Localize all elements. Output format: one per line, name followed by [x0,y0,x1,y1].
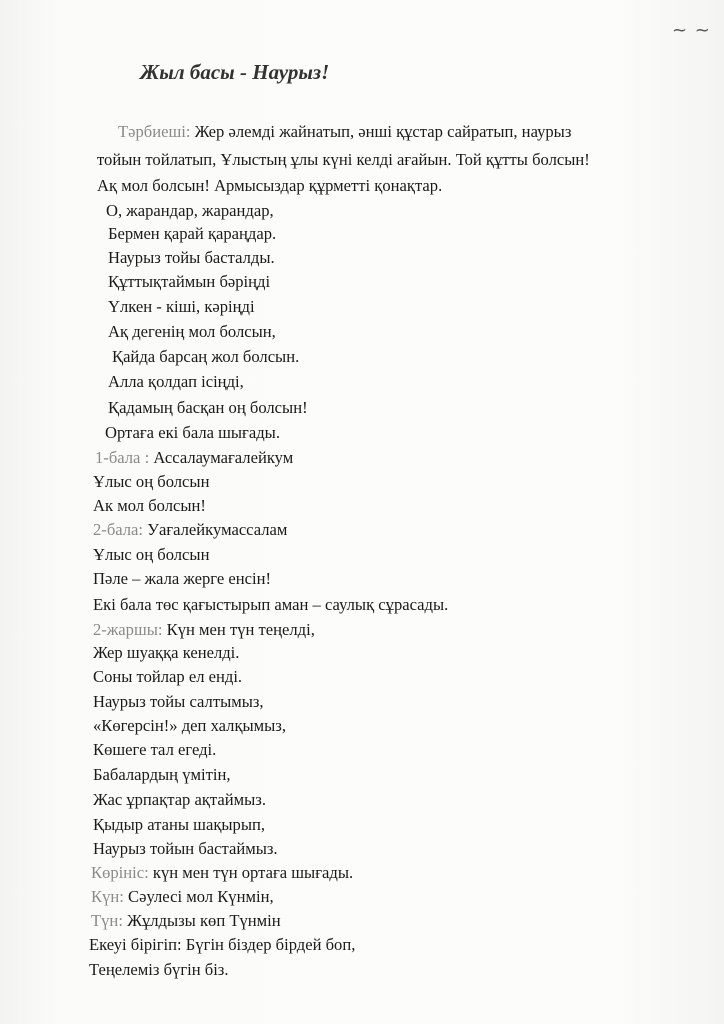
dialogue-line: 2-бала: Уағалейкумассалам [93,520,288,539]
verse-line: Наурыз тойы басталды. [108,248,275,267]
verse-line: Көшеге тал егеді. [93,740,217,759]
intro-line-2: тойын тойлатып, Ұлыстың ұлы күні келді ағайын. Той құтты болсын! [97,150,590,169]
verse-line: Қадамың басқан оң болсын! [108,398,308,417]
stage-direction: Ортаға екі бала шығады. [105,423,280,442]
verse-line: Алла қолдап ісіңді, [108,372,244,391]
verse-line: Ұлыс оң болсын [93,472,210,491]
verse-line: Пәле – жала жерге енсін! [93,569,271,588]
speaker-label: 2-жаршы: [93,620,163,639]
speaker-label: 1-бала : [95,448,150,467]
verse-line: Ак мол болсын! [93,496,206,515]
intro-line-1: Тәрбиеші: Жер әлемді жайнатып, әнші құстар сайратып, наурыз [118,122,572,141]
dialogue-line: Күн: Сәулесі мол Күнмін, [91,887,274,906]
speaker-label: Күн: [91,887,124,906]
verse-line: Теңелеміз бүгін біз. [89,960,229,979]
dialogue-line: Көрініс: күн мен түн ортаға шығады. [91,863,354,882]
speaker-label: Тәрбиеші: [118,122,191,141]
verse-line: Наурыз тойын бастаймыз. [93,839,278,858]
speaker-label: 2-бала: [93,520,144,539]
speaker-label: Көрініс: [91,863,149,882]
corner-mark: ~ ~ [672,20,711,41]
verse-line: Бабалардың үмітін, [93,765,231,784]
page-title: Жыл басы - Наурыз! [140,60,330,84]
verse-line: О, жарандар, жарандар, [106,201,274,220]
verse-line: Соны тойлар ел енді. [93,667,243,686]
verse-line: Қайда барсаң жол болсын. [112,347,300,366]
verse-line: «Көгерсін!» деп халқымыз, [93,716,287,735]
verse-line: Ұлыс оң болсын [93,545,210,564]
verse-line: Ақ дегенің мол болсын, [108,322,276,341]
verse-line: Үлкен - кіші, кәріңді [108,297,255,316]
dialogue-line: 1-бала : Ассалаумағалейкум [95,448,294,467]
speaker-label: Түн: [91,911,123,930]
verse-line: Жер шуаққа кенелді. [93,643,240,662]
stage-direction: Екі бала төс қағыстырып аман – саулық сұрасады. [93,595,449,614]
verse-line: Құттықтаймын бәріңді [108,272,271,291]
verse-line: Қыдыр атаны шақырып, [93,815,266,834]
verse-line: Бермен қарай қараңдар. [108,224,277,243]
dialogue-line: 2-жаршы: Күн мен түн теңелді, [93,620,315,639]
intro-line-3: Ақ мол болсын! Армысыздар құрметті қонақтар. [97,176,443,195]
dialogue-line: Түн: Жұлдызы көп Түнмін [91,911,281,930]
verse-line: Жас ұрпақтар ақтаймыз. [93,790,266,809]
verse-line: Наурыз тойы салтымыз, [93,692,264,711]
verse-line: Екеуі бірігіп: Бүгін біздер бірдей боп, [89,935,356,954]
